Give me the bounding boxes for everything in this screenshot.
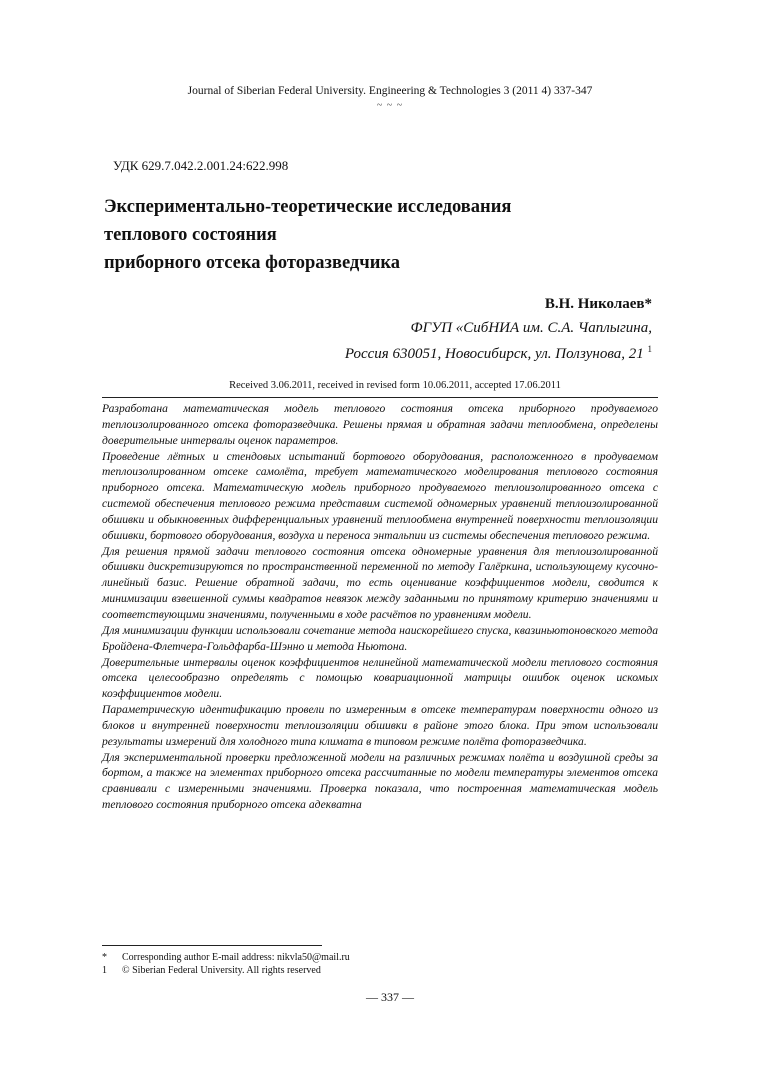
udc-code: УДК 629.7.042.2.001.24:622.998 [113, 158, 289, 173]
title-line: Экспериментально-теоретические исследования [104, 197, 512, 217]
abstract-paragraph: Для минимизации функции использовали сочетание метода наискорейшего спуска, квазиньютоновского метода Бройдена-Флетчера-Гольдфарба-Шэнно и метода Ньютона. [102, 623, 658, 653]
abstract-paragraph: Для решения прямой задачи теплового состояния отсека одномерные уравнения для теплоизолированной обшивки дискретизируются по пространственной переменной по методу Галёркина, использующему кусочно-линейный базис. Решение обратной задачи, то есть оценивание коэффициентов модели, сводится к минимизации взвешенной суммы квадратов невязок между заданными по принятому критерию значениями и соответствующими значениями, полученными в ходе расчётов по уравнениям модели. [102, 544, 658, 621]
abstract-top-rule [102, 397, 658, 398]
abstract-paragraph: Разработана математическая модель теплового состояния отсека приборного продуваемого теплоизолированного отсека фоторазведчика. Решены прямая и обратная задачи теплообмена, определены доверительные интервалы оценок параметров. [102, 402, 658, 447]
author-name: В.Н. Николаев* [544, 296, 652, 312]
abstract-paragraph: Проведение лётных и стендовых испытаний бортового оборудования, расположенного в продуваемом теплоизолированном отсеке самолёта, требует математического моделирования теплового состояния приборного отсека. Математическую модель приборного продуваемого теплоизолированного отсека с системой обеспечения теплового режима представим системой одномерных уравнений теплоизолированной обшивки и обыкновенных дифференциальных уравнений теплообмена внутренней поверхности теплоизоляции обшивки, бортового оборудования, воздуха и переноса энтальпии из системы обеспечения теплового режима. [102, 449, 658, 542]
journal-header: Journal of Siberian Federal University. Engineering & Technologies 3 (2011 4) 337-347 [187, 85, 593, 97]
footnote-mark: 1 [102, 965, 107, 976]
affiliation-line: ФГУП «СибНИА им. С.А. Чаплыгина, [410, 320, 652, 336]
affiliation-address: Россия 630051, Новосибирск, ул. Ползунова, 21 [344, 346, 644, 362]
affiliation-line [345, 339, 652, 365]
abstract-paragraph: Для экспериментальной проверки предложенной модели на различных режимах полёта и воздушной среды за бортом, а также на элементах приборного отсека рассчитанные по модели температуры элементов отсека сравнивали с измеренными значениями. Проверка показала, что построенная математическая модель теплового состояния приборного отсека адекватна [102, 750, 658, 812]
footnote-mark: * [102, 952, 107, 963]
author-affiliation [345, 318, 652, 365]
footnote-mark: 1 [647, 344, 652, 354]
abstract-paragraph: Доверительные интервалы оценок коэффициентов нелинейной математической модели теплового состояния отсека целесообразно определять с помощью ковариационной матрицы ошибок оценок искомых коэффициентов модели. [102, 655, 658, 701]
footnotes [102, 951, 350, 977]
footnote-text: © Siberian Federal University. All rights reserved [122, 965, 321, 976]
footnote [102, 964, 350, 977]
title-line: приборного отсека фоторазведчика [104, 253, 401, 273]
footnote-text: Corresponding author E-mail address: nikvla50@mail.ru [122, 952, 350, 963]
footnote [102, 951, 350, 964]
abstract-paragraph: Параметрическую идентификацию провели по измеренным в отсеке температурам поверхности одного из блоков и внутренней поверхности теплоизоляции обшивки в районе этого блока. При этом использовали результаты измерений для холодного типа климата в типовом режиме полёта фоторазведчика. [102, 703, 658, 748]
footnote-rule [102, 945, 322, 946]
received-dates: Received 3.06.2011, received in revised form 10.06.2011, accepted 17.06.2011 [229, 380, 561, 391]
abstract [102, 401, 658, 813]
page-number: — 337 — [366, 990, 414, 1004]
header-ornament: ~ ~ ~ [376, 100, 404, 111]
title-line: теплового состояния [104, 225, 277, 245]
paper-title [104, 193, 664, 277]
